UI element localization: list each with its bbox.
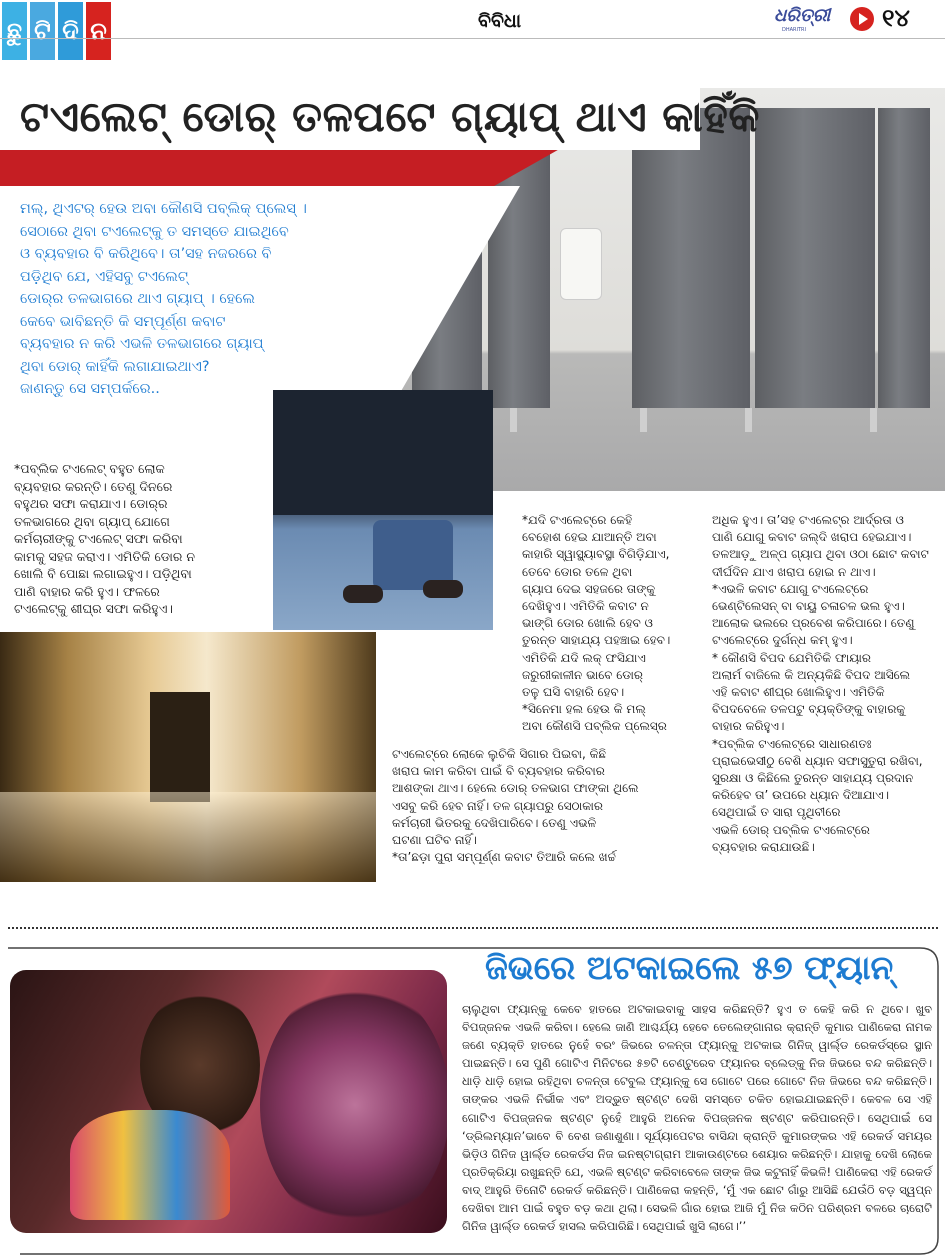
column-line: କାହାରି ସ୍ୱାସ୍ଥ୍ୟାବସ୍ଥା ବିଗିଡ଼ିଯାଏ,: [522, 547, 670, 562]
article-column-middle-wide: [392, 746, 697, 866]
column-line: ଅଲାର୍ମ ବାଜିଲେ କି ଅନ୍ୟକିଛି ବିପଦ ଆସିଲେ: [712, 667, 911, 682]
logo-letter-4: ନ: [86, 2, 111, 60]
column-line: * କୌଣସି ବିପଦ ଯେମିତିକି ଫାୟାର: [712, 650, 871, 665]
shoe-icon: [343, 585, 383, 603]
intro-line: ଓ ବ୍ୟବହାର ବି କରିଥିବେ। ତା’ସହ ନଜରରେ ବି: [20, 246, 272, 262]
column-line: ସୁରକ୍ଷା ଓ କିଛିଲେ ତୁରନ୍ତ ସାହାଯ୍ୟ ପ୍ରଦାନ: [712, 771, 914, 786]
column-line: ଟଏଲେଟ୍‌ରେ ଦୁର୍ଗନ୍ଧ କମ୍ ହୁଏ।: [712, 633, 853, 648]
brand-masthead: [758, 2, 942, 36]
intro-line: ବ୍ୟବହାର ନ କରି ଏଭଳି ତଳଭାଗରେ ଗ୍ୟାପ୍: [20, 336, 264, 352]
restroom-lobby-photo: [0, 632, 376, 882]
logo-letter-2: ଟି: [30, 2, 55, 60]
column-line: ବ୍ୟବହାର କରାଯାଉଛି।: [712, 839, 815, 854]
sidebar-line: କାମକୁ ସହଜ କରାଏ। ଏମିତିକି ଡୋର ନ: [14, 548, 195, 564]
column-line: ବାହାର କରିହୁଏ।: [712, 719, 785, 734]
intro-line: ପଡ଼ିଥିବ ଯେ, ଏହିସବୁ ଟଏଲେଟ୍: [20, 268, 188, 285]
intro-line: ମଲ୍, ଥିଏଟର୍ ହେଉ ଅବା କୌଣସି ପବ୍ଲିକ୍ ପ୍ଲେସ୍ ।: [20, 201, 307, 217]
sidebar-text: [14, 460, 259, 618]
intro-text: [20, 198, 380, 401]
stall-panel: [755, 108, 875, 408]
fan-blade-blur: [260, 980, 447, 1230]
page-number: ୧୪: [882, 4, 910, 32]
column-line: ତୁରନ୍ତ ସାହାଯ୍ୟ ପହଞ୍ଚାଇ ହେବ।: [522, 633, 671, 648]
column-line: *ଏଭଳି କବାଟ ଯୋଗୁ ଟଏଲେଟ୍‌ରେ: [712, 581, 869, 596]
toilet-icon: [560, 228, 602, 300]
reflective-floor: [0, 792, 376, 882]
column-line: ଟଏଲେଟ୍‌ରେ ଲୋକେ ଲୁଚିକି ସିଗାର ପିଇବା, କିଛି: [392, 747, 607, 761]
logo-letter-1: ଛୁ: [2, 2, 27, 60]
sidebar-line: ପାଣି ବାହାର କରି ହୁଏ। ଫଳରେ: [14, 583, 160, 599]
logo-letter-3: ଦି: [58, 2, 83, 60]
column-line: ତେବେ ଡୋର ତଳେ ଥିବା: [522, 564, 633, 579]
article-column-right: [712, 512, 937, 856]
doorway: [150, 692, 210, 802]
column-line: ଦୀର୍ଘଦିନ ଯାଏ ଖରାପ ହୋଇ ନ ଥାଏ।: [712, 564, 876, 579]
play-icon: [850, 7, 874, 31]
column-line: ଏହି କବାଟ ଶୀଘ୍ର ଖୋଲିହୁଏ। ଏମିତିକି: [712, 685, 885, 700]
column-line: ପ୍ରାଇଭେସୀଠୁ ବେଶି ଧ୍ୟାନ ସଫାସୁତୁରା ରଖିବା,: [712, 753, 923, 768]
section-label: ବିବିଧା: [478, 10, 522, 32]
column-line: କର୍ମଚାରୀ ଭିତରକୁ ଦେଖିପାରିବେ। ତେଣୁ ଏଭଳି: [392, 815, 597, 830]
stall-panel: [632, 108, 750, 408]
article-column-middle: [522, 512, 702, 736]
sidebar-line: *ପବ୍ଲିକ ଟଏଲେଟ୍ ବହୁତ ଲୋକ: [14, 461, 165, 476]
column-line: ସେଥିପାଇଁ ତ ସାରା ପୃଥିବୀରେ: [712, 805, 841, 820]
stall-door-gap-photo: [273, 390, 493, 630]
stall-door: [273, 390, 493, 515]
article-divider: [8, 927, 938, 929]
column-line: ଜରୁରୀକାଳୀନ ଭାବେ ଡୋର୍: [522, 667, 643, 682]
column-line: ଭାଙ୍ଗି ଡୋର ଖୋଲି ହେବ ଓ: [522, 616, 653, 631]
column-line: ବେହୋଶ ହେଇ ଯାଆନ୍ତି ଅବା: [522, 530, 657, 545]
brand-name: ଧରିତ୍ରୀ: [774, 5, 831, 26]
column-line: ଖରାପ କାମ କରିବା ପାଇଁ ବି ବ୍ୟବହାର କରିବାର: [392, 764, 605, 779]
column-line: ବିପଦବେଳେ ତଳପଟୁ ବ୍ୟକ୍ତିଙ୍କୁ ବାହାରକୁ: [712, 702, 906, 717]
intro-line: କେବେ ଭାବିଛନ୍ତି କି ସମ୍ପୂର୍ଣ୍ଣ କବାଟ: [20, 313, 226, 330]
intro-line: ଜାଣନ୍ତୁ ସେ ସମ୍ପର୍କରେ..: [20, 381, 160, 397]
sidebar-line: ଟଏଲେଟ୍‌କୁ ଶୀଘ୍ର ସଫା କରିହୁଏ।: [14, 601, 174, 616]
column-line: ଘଟଣା ଘଟିବ ନାହିଁ।: [392, 833, 477, 848]
performer-shirt: [70, 1110, 230, 1220]
column-line: ପାଣି ଯୋଗୁ କବାଟ ଜଲ୍‌ଦି ଖରାପ ହେଇଯାଏ।: [712, 530, 912, 545]
sidebar-line: ବ୍ୟବହାର କରନ୍ତି। ତେଣୁ ଦିନରେ: [14, 478, 173, 494]
sidebar-line: ତଳଭାଗରେ ଥିବା ଗ୍ୟାପ୍ ଯୋଗେ: [14, 513, 170, 529]
column-line: ଦେଖିହୁଏ। ଏମିତିକି କବାଟ ନ: [522, 599, 649, 614]
brand-subtitle: DHARITRI: [782, 27, 806, 33]
column-line: ଏମିତିକି ଯଦି ଲକ୍ ଫସିଯାଏ: [522, 650, 646, 665]
column-line: ଆଶଙ୍କା ଥାଏ। ହେଲେ ଡୋର୍ ତଳଭାଗ ଫାଙ୍କା ଥିଲେ: [392, 781, 639, 796]
shoe-icon: [423, 580, 463, 598]
column-line: ତଳୁ ଘସି ବାହାରି ହେବ।: [522, 685, 625, 700]
column-line: ଆଲୋକ ଭଲରେ ପ୍ରବେଶ କରିପାରେ। ତେଣୁ: [712, 616, 915, 631]
column-line: *ପବ୍ଲିକ ଟଏଲେଟ୍‌ରେ ସାଧାରଣତଃ: [712, 736, 872, 751]
header-rule: [0, 38, 945, 39]
column-line: କରିହେବ ତା’ ଉପରେ ଧ୍ୟାନ ଦିଆଯାଏ।: [712, 788, 890, 803]
intro-line: ସେଠାରେ ଥିବା ଟଏଲେଟ୍‌କୁ ତ ସମସ୍ତେ ଯାଇଥିବେ: [20, 223, 289, 240]
column-line: *ଯଦି ଟଏଲେଟ୍‌ରେ କେହି: [522, 513, 633, 527]
column-line: *ସିନେମା ହଲ ହେଉ କି ମଲ୍: [522, 702, 646, 717]
column-line: ଏସବୁ କରି ହେବ ନାହିଁ। ତଳ ଗ୍ୟାପରୁ ସେଠାକାର: [392, 798, 603, 813]
column-line: ଗ୍ୟାପ ଦେଇ ସହଜରେ ତାଙ୍କୁ: [522, 581, 656, 596]
column-line: *ତା’ଛଡ଼ା ପୁରା ସମ୍ପୂର୍ଣ୍ଣ କବାଟ ତିଆରି କଲେ ଖର୍ଚ୍ଚ: [392, 850, 616, 865]
stall-panel: [878, 108, 930, 408]
top-headline: ଟଏଲେଟ୍ ଡୋର୍ ତଳପଟେ ଗ୍ୟାପ୍ ଥାଏ କାହିଁକି: [20, 92, 760, 141]
column-line: ଭେଣ୍ଟିଲେସନ୍ ବା ବାୟୁ ଚଳାଚଳ ଭଲ ହୁଏ।: [712, 599, 905, 614]
bottom-headline: ଜିଭରେ ଅଟକାଇଲେ ୫୭ ଫ୍ୟାନ୍: [485, 948, 894, 987]
intro-line: ଡୋର୍‌ର ତଳଭାଗରେ ଥାଏ ଗ୍ୟାପ୍ । ହେଲେ: [20, 291, 255, 307]
column-line: ଅଧିକ ହୁଏ। ତା’ସହ ଟଏଲେଟ୍‌ର ଆର୍ଦ୍ରତା ଓ: [712, 513, 904, 527]
sidebar-line: ବହୁଥର ସଫା କରାଯାଏ। ଡୋର୍‌ର: [14, 496, 168, 511]
sidebar-line: ଖୋଲି ବି ପୋଛା ଲଗାଇହୁଏ। ପଡ଼ିଥିବା: [14, 566, 192, 581]
sidebar-line: କର୍ମଚାରୀଙ୍କୁ ଟଏଲେଟ୍ ସଫା କରିବା: [14, 531, 183, 546]
column-line: ତଳଆଡ଼ୁ ଅଳ୍ପ ଗ୍ୟାପ ଥିବା ଓ‌ଠା ଛୋଟ କବାଟ: [712, 547, 929, 562]
bottom-article-body: ଚାଲୁଥିବା ଫ୍ୟାନ୍‌କୁ କେବେ ହାତରେ ଅଟକାଇବାକୁ ସାହସ କରିଛନ୍ତି? ହୁଏ ତ କେହି କରି ନ ଥିବେ। ଖୁବ ବିପଜ୍ଜନକ ଏଭଳି କରିବା। ହେଲେ ଜାଣି ଆଶ୍ଚର୍ଯ୍ୟ ହେବେ ତେଲେଙ୍ଗାନାର କ୍ରାନ୍ତି କୁମାର ପାଣିକେରା ନାମକ ଜଣେ ବ୍ୟକ୍ତି ହାତରେ ନୁହେଁ ବରଂ ଜିଭରେ ଚଳନ୍ତା ଫ୍ୟାନ୍‌କୁ ଅଟକାଇ ଗିନିଜ୍ ୱାର୍ଲ୍ଡ ରେକର୍ଡସ୍‌ରେ ସ୍ଥାନ ପାଇଛନ୍ତି। ସେ ପୁଣି ଗୋଟିଏ ମିନିଟରେ ୫୭ଟି ଚେଣ୍ଟୁରେବ ଫ୍ୟାନର ବ୍ଲେଡ୍‌କୁ ନିଜ ଜିଭରେ ବନ୍ଦ କରିଛନ୍ତି। ଧାଡ଼ି ଧାଡ଼ି ହୋଇ ରହିଥିବା ଚଳନ୍ତା ଟେବୁଲ ଫ୍ୟାନ୍‌କୁ ସେ ଗୋଟେ ପରେ ଗୋଟେ ନିଜ ଜିଭରେ ବନ୍ଦ କରିଛନ୍ତି। ତାଙ୍କର ଏଭଳି ନିର୍ଭୀକ ଏବଂ ଅଦ୍ଭୁତ ଷ୍ଟଣ୍ଟ ଦେଖି ସମସ୍ତେ ଚକିତ ହୋଇଯାଇଛନ୍ତି। କେବଳ ସେ ଏହି ଗୋଟିଏ ବିପଜ୍ଜନକ ଷ୍ଟଣ୍ଟ ନୁହେଁ ଆହୁରି ଅନେକ ବିପଜ୍ଜନକ ଷ୍ଟଣ୍ଟ କରିପାରନ୍ତି। ସେଥିପାଇଁ ସେ ‘ଡ୍ରିଲମ୍ୟାନ’ଭାବେ ବି ବେଶ ଜଣାଶୁଣା। ସୂର୍ଯ୍ୟାପେଟର ବାସିନ୍ଦା କ୍ରାନ୍ତି କୁମାରଙ୍କର ଏହି ରେକର୍ଡ ସମୟର ଭିଡ଼ିଓ ଗିନିଜ ୱାର୍ଲ୍ଡ ରେକର୍ଡସ ନିଜ ଇନଷ୍ଟାଗ୍ରାମ ଆକାଉଣ୍ଟରେ ଶେୟାର କରିଛନ୍ତି। ଯାହାକୁ ଦେଖି ଲୋକେ ପ୍ରତିକ୍ରିୟା ରଖୁଛନ୍ତି ଯେ, ଏଭଳି ଷ୍ଟଣ୍ଟ କରିବାବେଳେ ତାଙ୍କ ଜିଭ କଟୁନାହିଁ କିଭଳି! ପାଣିକେରା ଏହି ରେକର୍ଡ ବାଦ୍ ଆହୁରି ତିନୋଟି ରେକର୍ଡ କରିଛନ୍ତି। ପାଣିକେରା କହନ୍ତି, ‘ମୁଁ ଏକ ଛୋଟ ଗାଁରୁ ଆସିଛି ଯେଉଁଠି ବଡ଼ ସ୍ୱପ୍ନ ଦେଖିବା ଆମ ପାଇଁ ବହୁତ ବଡ଼ କଥା ଥିଲା। ସେଭଳି ଗାଁର ହୋଇ ଆଜି ମୁଁ ନିଜ କଠିନ ପରିଶ୍ରମ ବଳରେ ଚାରୋଟି ଗିନିଜ ୱାର୍ଲ୍ଡ ରେକର୍ଡ ହାସଲ କରିପାରିଛି। ସେଥିପାଇଁ ଖୁସି ଲାଗେ।’’: [462, 1002, 932, 1234]
column-line: ଅବା କୌଣସି ପବ୍ଲିକ ପ୍ଲେସ୍‌ର: [522, 719, 667, 734]
fan-stunt-photo: [10, 970, 447, 1233]
column-line: ଏଭଳି ଡୋର୍ ପବ୍ଲିକ ଟଏଲେଟ୍‌ରେ: [712, 822, 870, 837]
intro-line: ଥିବା ଡୋର୍ କାହିଁକି ଲଗାଯାଇଥାଏ?: [20, 358, 210, 375]
